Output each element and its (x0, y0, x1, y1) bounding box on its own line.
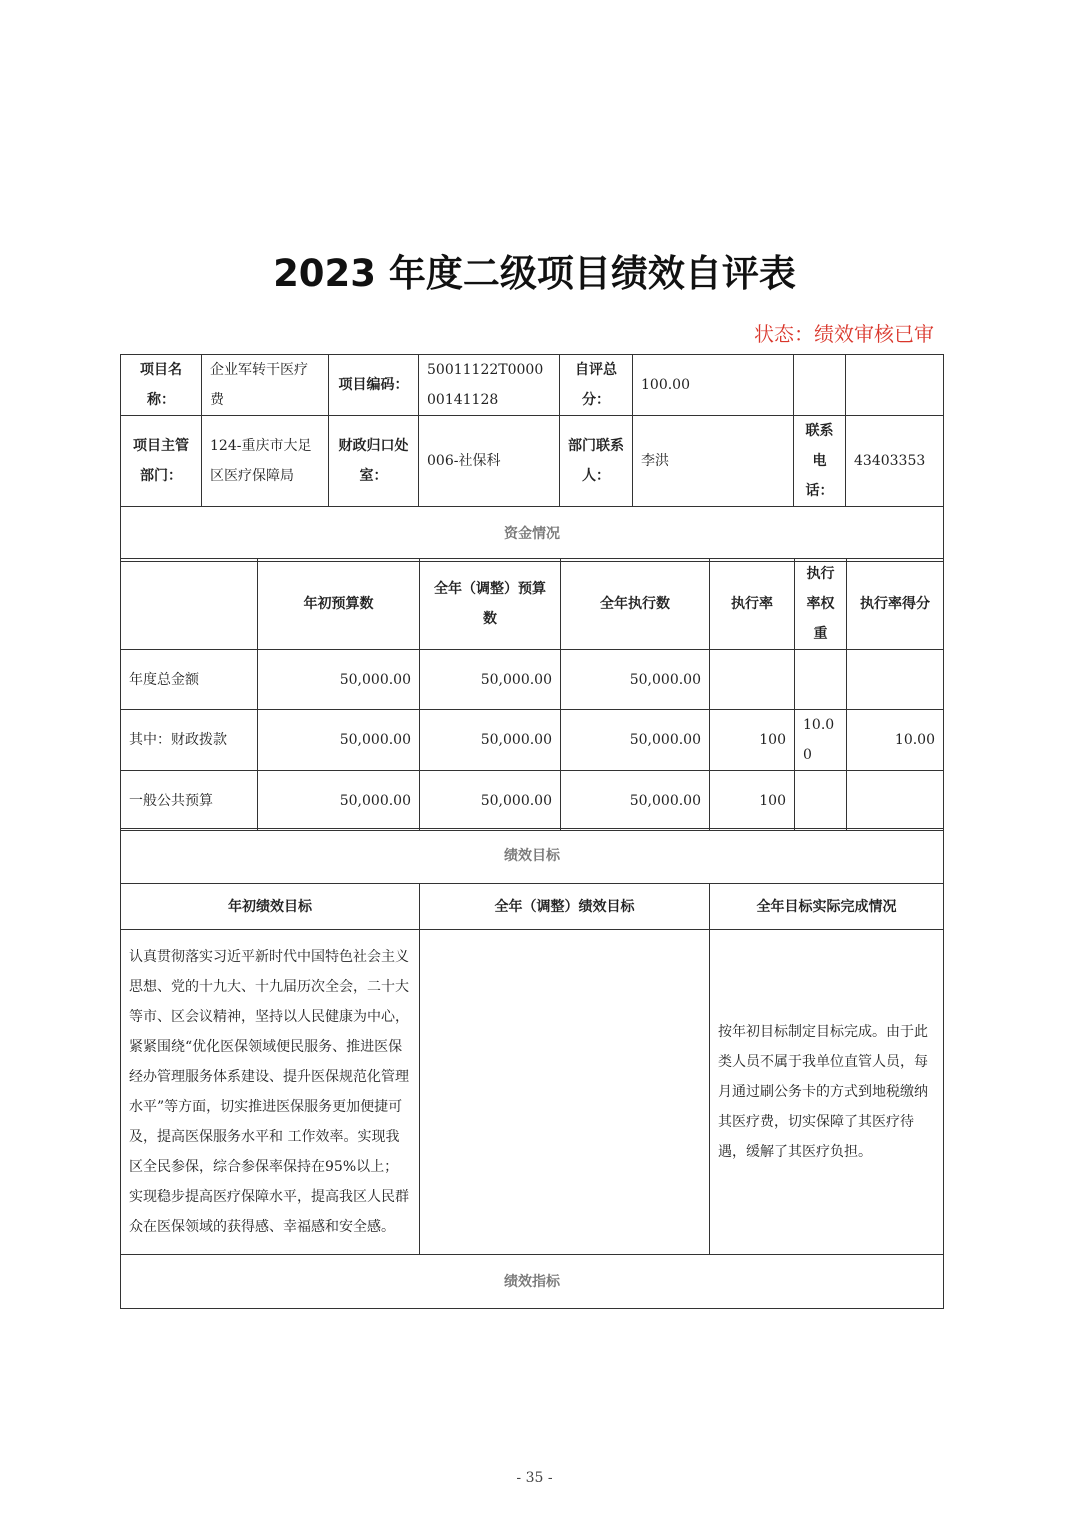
table-row (121, 650, 944, 710)
actual-completion-text: 按年初目标制定目标完成。由于此类人员不属于我单位直管人员，每月通过刷公务卡的方式到地税缴纳其医疗费，切实保障了其医疗待遇，缓解了其医疗负担。 (710, 930, 944, 1255)
info-table (120, 354, 944, 562)
initial-goal-text: 认真贯彻落实习近平新时代中国特色社会主义思想、党的十九大、十九届历次全会，二十大等市、区会议精神，坚持以人民健康为中心，紧紧围绕“优化医保领域便民服务、推进医保经办管理服务体系建设、提升医保规范化管理水平”等方面，切实推进医保服务更加便捷可及，提高医保服务水平和 工作效率。实现我区全民参保，综合参保率保持在95%以上；实现稳步提高医疗保障水平，提高我区人民群众在医保领域的获得感、幸福感和安全感。 (121, 930, 420, 1255)
row-name: 其中：财政拨款 (121, 710, 258, 771)
page-title: 2023 年度二级项目绩效自评表 (273, 252, 796, 295)
project-code-value: 50011122T000000141128 (419, 355, 560, 416)
self-score-label: 自评总分： (560, 355, 633, 416)
funds-header-cell (121, 559, 258, 650)
funds-section-title: 资金情况 (121, 507, 944, 562)
funds-header-cell: 执行率得分 (847, 559, 944, 650)
project-name-label: 项目名称： (121, 355, 202, 416)
executed-amount: 50,000.00 (561, 710, 710, 771)
adjusted-goal-text (420, 930, 710, 1255)
phone-label: 联系电话： (794, 416, 846, 507)
initial-budget: 50,000.00 (258, 650, 420, 710)
rate-weight (795, 771, 847, 831)
finance-label: 财政归口处室： (329, 416, 419, 507)
project-code-label: 项目编码： (329, 355, 419, 416)
funds-header-cell: 年初预算数 (258, 559, 420, 650)
self-score-value: 100.00 (633, 355, 794, 416)
funds-header-cell: 全年（调整）预算数 (420, 559, 561, 650)
execution-rate: 100 (710, 771, 795, 831)
contact-label: 部门联系人： (560, 416, 633, 507)
adjusted-budget: 50,000.00 (420, 710, 561, 771)
goals-header-cell: 全年目标实际完成情况 (710, 884, 944, 930)
phone-value: 43403353 (846, 416, 944, 507)
project-name-value: 企业军转干医疗费 (202, 355, 329, 416)
funds-header-row (121, 559, 944, 650)
indicators-section-title: 绩效指标 (121, 1255, 944, 1309)
contact-value: 李洪 (633, 416, 794, 507)
adjusted-budget: 50,000.00 (420, 650, 561, 710)
table-row (121, 710, 944, 771)
initial-budget: 50,000.00 (258, 771, 420, 831)
execution-rate: 100 (710, 710, 795, 771)
execution-rate (710, 650, 795, 710)
funds-table (120, 558, 944, 831)
finance-value: 006-社保科 (419, 416, 560, 507)
empty-cell (794, 355, 846, 416)
rate-weight: 10.00 (795, 710, 847, 771)
dept-value: 124-重庆市大足区医疗保障局 (202, 416, 329, 507)
rate-score (847, 771, 944, 831)
funds-header-cell: 执行率 (710, 559, 795, 650)
rate-score: 10.00 (847, 710, 944, 771)
goals-section-title: 绩效目标 (121, 829, 944, 884)
table-row (121, 771, 944, 831)
executed-amount: 50,000.00 (561, 771, 710, 831)
adjusted-budget: 50,000.00 (420, 771, 561, 831)
goals-header-cell: 年初绩效目标 (121, 884, 420, 930)
funds-header-cell: 全年执行数 (561, 559, 710, 650)
dept-label: 项目主管部门： (121, 416, 202, 507)
executed-amount: 50,000.00 (561, 650, 710, 710)
page-number: - 35 - (516, 1470, 553, 1486)
initial-budget: 50,000.00 (258, 710, 420, 771)
goals-table (120, 828, 944, 1309)
funds-header-cell: 执行率权重 (795, 559, 847, 650)
status-text: 状态：绩效审核已审 (754, 322, 934, 346)
row-name: 年度总金额 (121, 650, 258, 710)
empty-cell (846, 355, 944, 416)
row-name: 一般公共预算 (121, 771, 258, 831)
goals-header-cell: 全年（调整）绩效目标 (420, 884, 710, 930)
rate-score (847, 650, 944, 710)
rate-weight (795, 650, 847, 710)
